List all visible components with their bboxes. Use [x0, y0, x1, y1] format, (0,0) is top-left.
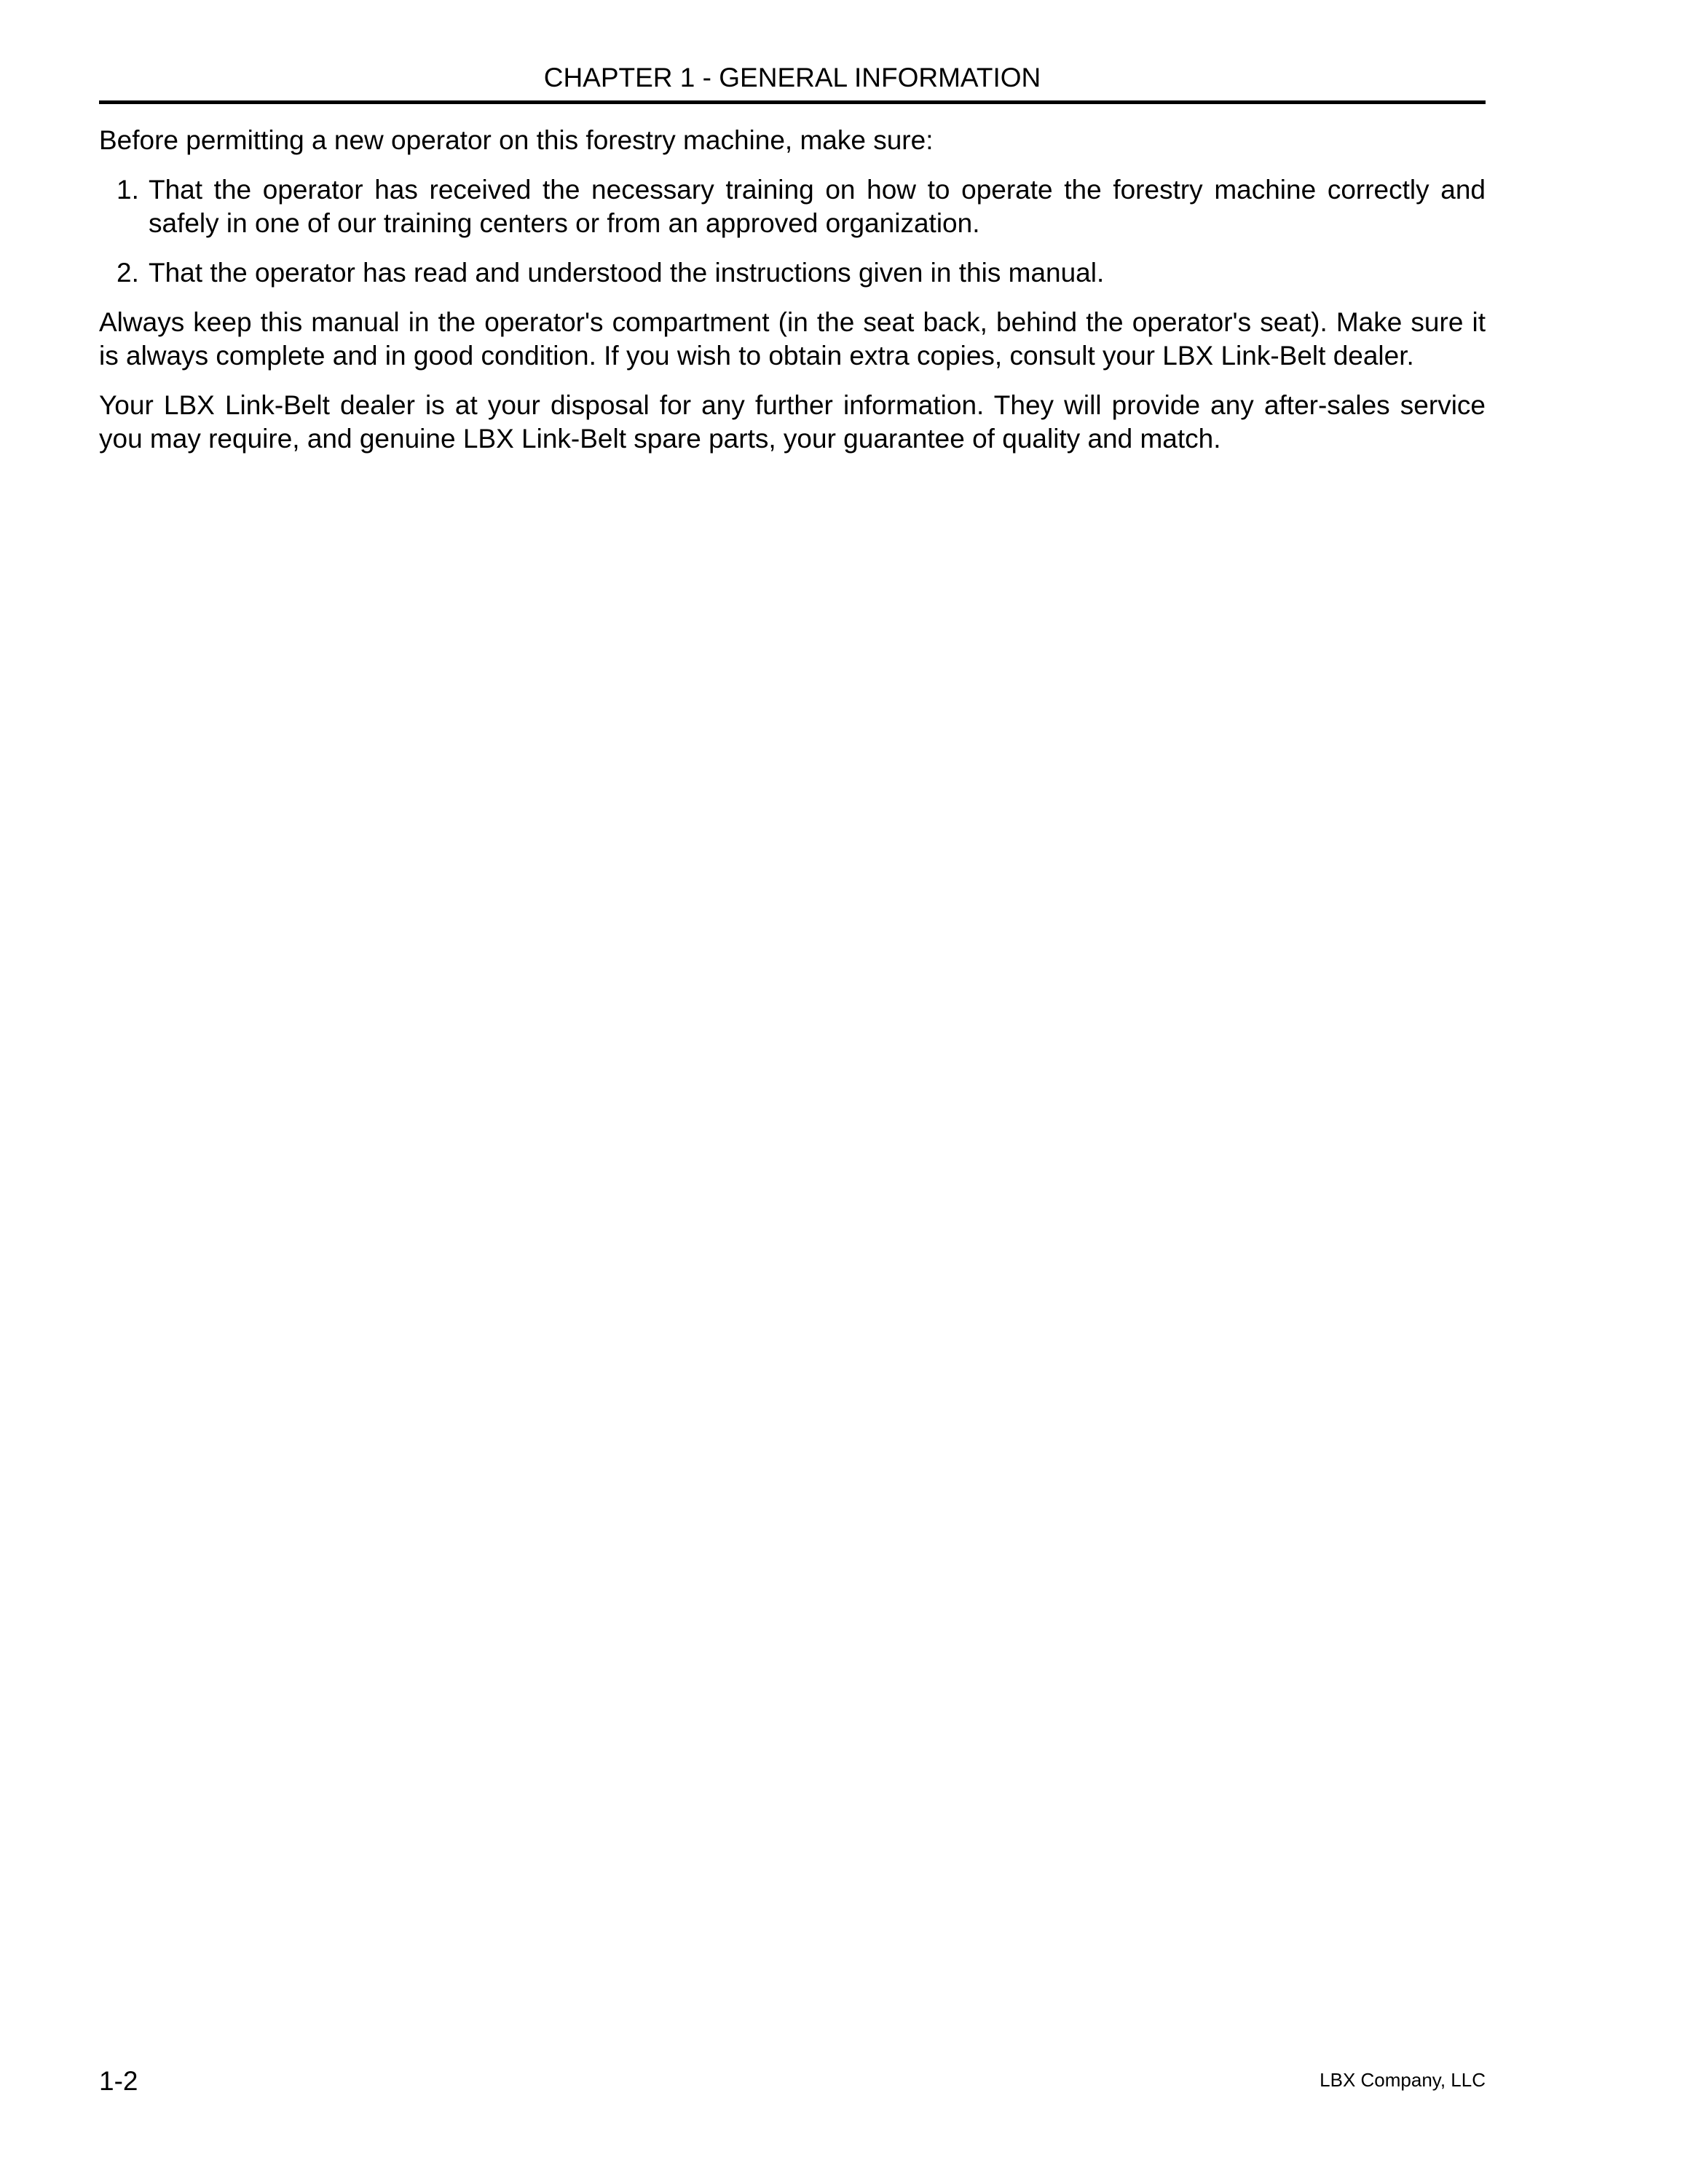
- list-item: [99, 256, 1486, 290]
- page-header: [99, 58, 1486, 104]
- list-item-number: 2.: [117, 258, 139, 288]
- page-number: 1-2: [99, 2066, 138, 2096]
- manual-storage-paragraph: Always keep this manual in the operator's compartment (in the seat back, behind the operator's seat). Make sure it is always complete and in good condition. If you wish to obtain extra copies, consult your LBX Link-Belt dealer.: [99, 307, 1486, 371]
- list-item-text: That the operator has received the necessary training on how to operate the forestry machine correctly and safely in one of our training centers or from an approved organization.: [149, 175, 1486, 238]
- footer-company: LBX Company, LLC: [1320, 2069, 1486, 2091]
- requirements-list: [99, 173, 1486, 290]
- list-item: [99, 173, 1486, 240]
- list-item-text: That the operator has read and understood the instructions given in this manual.: [149, 258, 1105, 288]
- intro-paragraph: Before permitting a new operator on this forestry machine, make sure:: [99, 125, 934, 155]
- dealer-paragraph: Your LBX Link-Belt dealer is at your disposal for any further information. They will provide any after-sales service you may require, and genuine LBX Link-Belt spare parts, your guarantee of quality and match.: [99, 390, 1486, 454]
- page-content: [99, 124, 1486, 472]
- list-item-number: 1.: [117, 175, 139, 205]
- chapter-title: CHAPTER 1 - GENERAL INFORMATION: [543, 63, 1041, 92]
